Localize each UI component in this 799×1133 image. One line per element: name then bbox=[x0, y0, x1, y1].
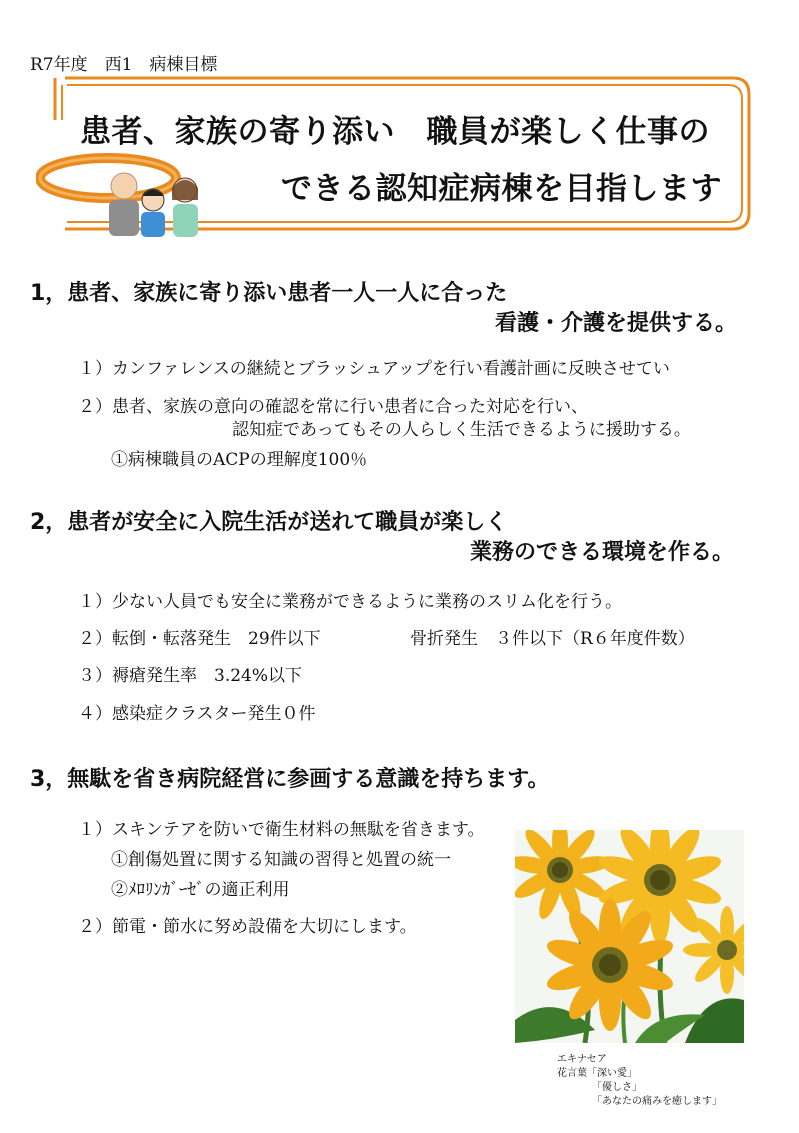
flower-caption-meaning-1: 花言葉「深い愛」 bbox=[557, 1068, 637, 1079]
section-1-item-1: １）カンファレンスの継続とブラッシュアップを行い看護計画に反映させてい bbox=[78, 359, 670, 379]
section-2-item-2: ２）転倒・転落発生 29件以下 bbox=[78, 629, 321, 649]
section-3-item-1: １）スキンテアを防いで衛生材料の無駄を省きます。 bbox=[78, 820, 485, 840]
section-1-subitem: ①病棟職員のACPの理解度100％ bbox=[111, 450, 368, 470]
section-2-item-1: １）少ない人員でも安全に業務ができるように業務のスリム化を行う。 bbox=[78, 592, 622, 612]
section-1-item-2: ２）患者、家族の意向の確認を常に行い患者に合った対応を行い、 bbox=[78, 397, 588, 417]
section-2-item-4: ４）感染症クラスター発生０件 bbox=[78, 704, 316, 724]
section-2-heading-cont: 業務のできる環境を作る。 bbox=[470, 540, 735, 565]
section-2-item-3: ３）褥瘡発生率 3.24%以下 bbox=[78, 666, 303, 686]
section-3-subitem-2: ②ﾒﾛﾘﾝｶﾞｰｾﾞの適正利用 bbox=[111, 880, 290, 900]
section-3-subitem-1: ①創傷処置に関する知識の習得と処置の統一 bbox=[111, 850, 451, 870]
banner-title-line2: できる認知症病棟を目指します bbox=[281, 171, 722, 207]
flower-caption-name: エキナセア bbox=[557, 1054, 607, 1065]
section-3-heading: 3，無駄を省き病院経営に参画する意識を持ちます。 bbox=[30, 767, 550, 792]
section-1-heading: 1，患者、家族に寄り添い患者一人一人に合った bbox=[30, 281, 508, 306]
family-illustration bbox=[36, 150, 211, 240]
section-1-item-2-cont: 認知症であってもその人らしく生活できるように援助する。 bbox=[232, 420, 691, 440]
echinacea-photo bbox=[515, 830, 744, 1043]
section-2-heading: 2，患者が安全に入院生活が送れて職員が楽しく bbox=[30, 510, 508, 535]
section-2-item-2-fracture: 骨折発生 ３件以下（R６年度件数） bbox=[410, 629, 695, 649]
section-3-item-2: ２）節電・節水に努め設備を大切にします。 bbox=[78, 917, 417, 937]
banner-title-line1: 患者、家族の寄り添い 職員が楽しく仕事の bbox=[80, 114, 710, 150]
flower-caption-meaning-3: 「あなたの痛みを癒します」 bbox=[592, 1096, 722, 1107]
flower-caption-meaning-2: 「優しさ」 bbox=[592, 1082, 642, 1093]
section-1-heading-cont: 看護・介護を提供する。 bbox=[495, 311, 738, 336]
header-label: R7年度 西1 病棟目標 bbox=[30, 55, 218, 75]
